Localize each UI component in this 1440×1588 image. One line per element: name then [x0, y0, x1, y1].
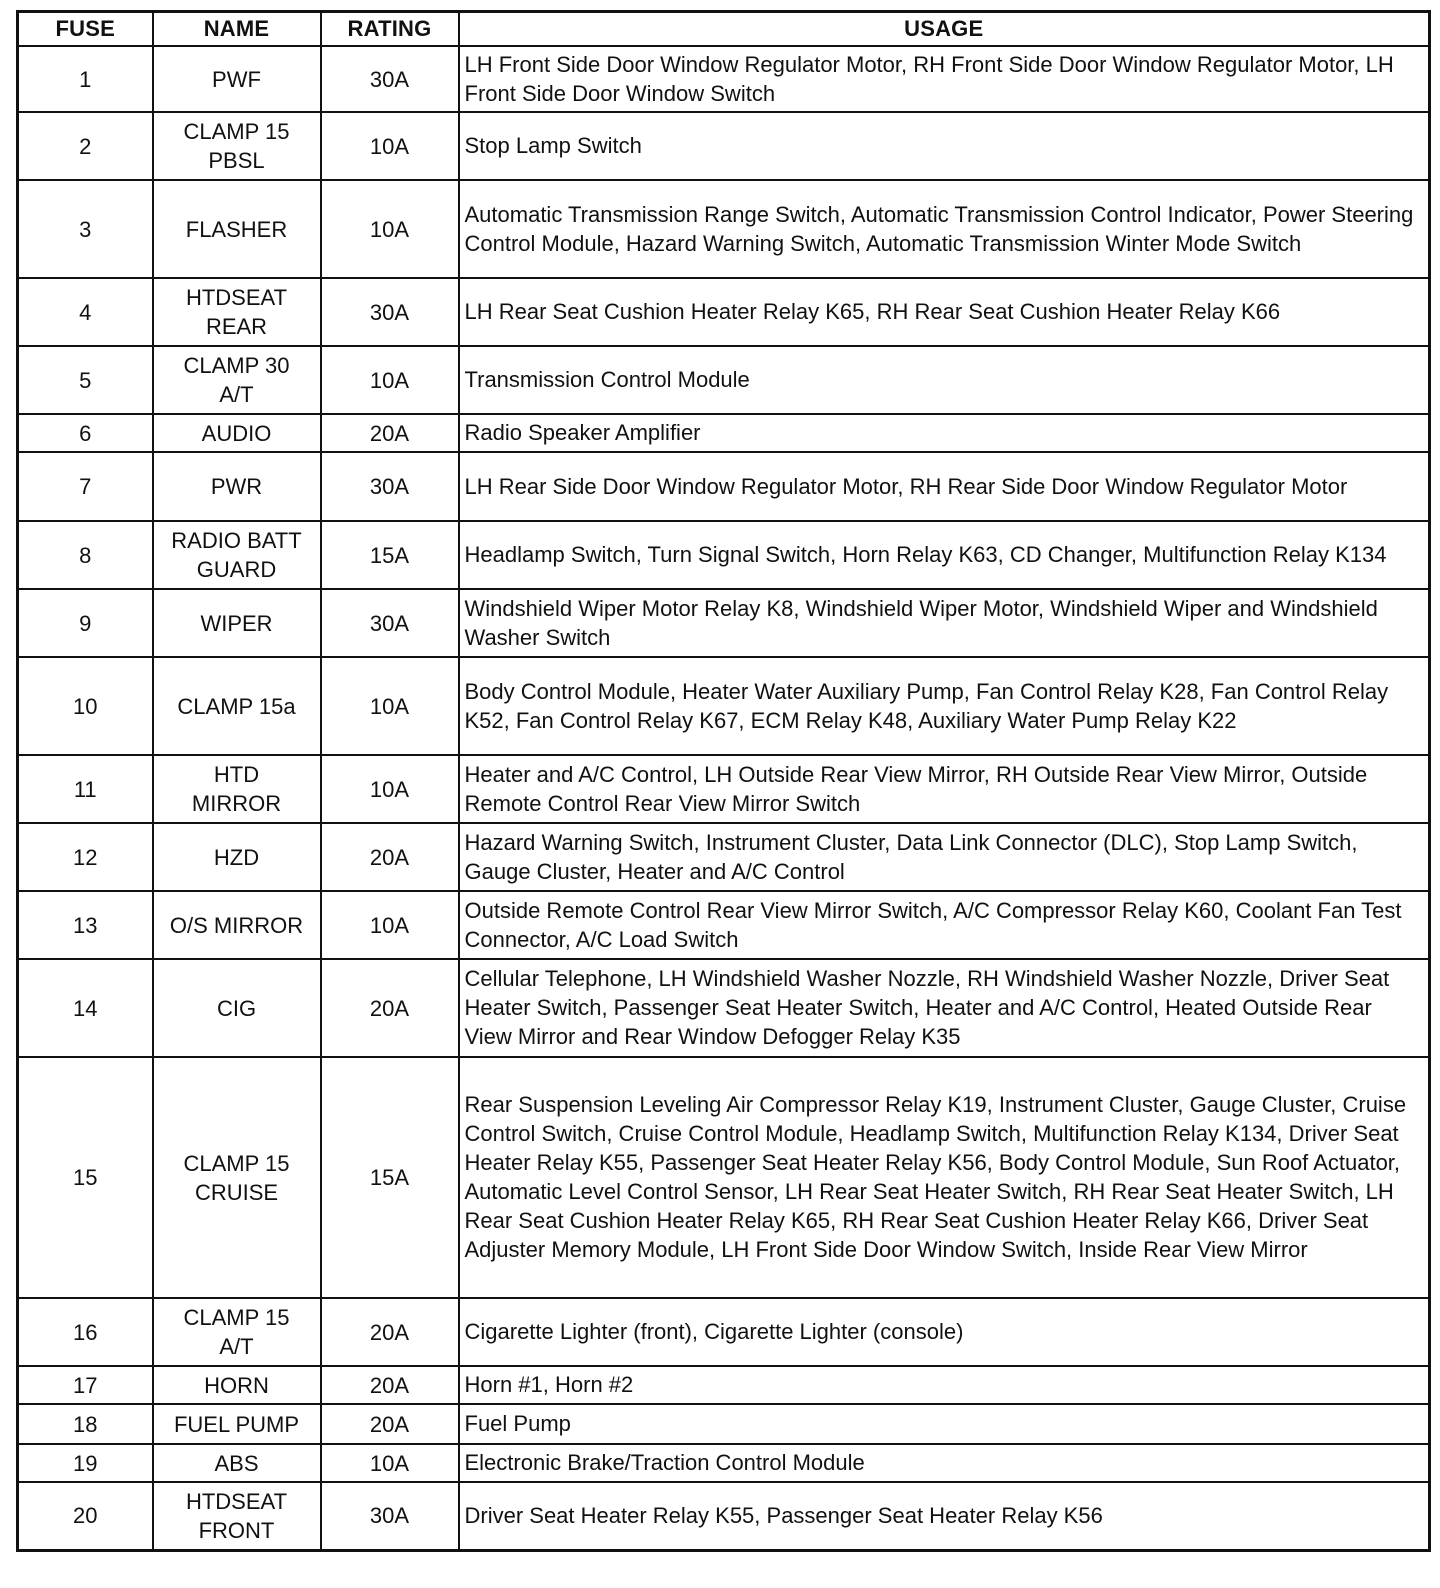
fuse-usage-cell: Transmission Control Module: [459, 346, 1430, 414]
fuse-number-cell: 14: [18, 959, 153, 1057]
fuse-name-cell: PWR: [153, 452, 321, 521]
fuse-number-cell: 20: [18, 1482, 153, 1550]
fuse-usage-cell: Horn #1, Horn #2: [459, 1366, 1430, 1404]
fuse-number-cell: 19: [18, 1444, 153, 1482]
fuse-usage-cell: Rear Suspension Leveling Air Compressor Relay K19, Instrument Cluster, Gauge Cluster, Cruise Control Switch, Cruise Control Module, Headlamp Switch, Multifunction Relay K134, Driver Seat Heater Relay K55, Passenger Seat Heater Relay K56, Body Control Module, Sun Roof Actuator, Automatic Level Control Sensor, LH Rear Seat Heater Switch, RH Rear Seat Heater Switch, LH Rear Seat Cushion Heater Relay K65, RH Rear Seat Cushion Heater Relay K66, Driver Seat Adjuster Memory Module, LH Front Side Door Window Switch, Inside Rear View Mirror: [459, 1057, 1430, 1298]
fuse-name-cell: CLAMP 30 A/T: [153, 346, 321, 414]
fuse-rating-cell: 20A: [321, 414, 459, 452]
fuse-rating-cell: 10A: [321, 755, 459, 823]
fuse-rating-cell: 20A: [321, 1366, 459, 1404]
fuse-usage-cell: LH Rear Seat Cushion Heater Relay K65, RH Rear Seat Cushion Heater Relay K66: [459, 278, 1430, 346]
fuse-usage-cell: Stop Lamp Switch: [459, 112, 1430, 180]
table-row: [18, 346, 1430, 414]
fuse-name-cell: HZD: [153, 823, 321, 891]
fuse-number-cell: 17: [18, 1366, 153, 1404]
fuse-name-cell: O/S MIRROR: [153, 891, 321, 959]
fuse-name-cell: FUEL PUMP: [153, 1404, 321, 1444]
table-row: [18, 452, 1430, 521]
table-row: [18, 657, 1430, 755]
fuse-usage-cell: Cigarette Lighter (front), Cigarette Lighter (console): [459, 1298, 1430, 1366]
fuse-name-cell: HTDSEAT REAR: [153, 278, 321, 346]
fuse-name-cell: HTD MIRROR: [153, 755, 321, 823]
table-row: [18, 414, 1430, 452]
fuse-rating-cell: 20A: [321, 823, 459, 891]
fuse-usage-cell: Hazard Warning Switch, Instrument Cluster, Data Link Connector (DLC), Stop Lamp Switch, Gauge Cluster, Heater and A/C Control: [459, 823, 1430, 891]
fuse-name-cell: PWF: [153, 46, 321, 112]
usage-column-header: USAGE: [459, 12, 1430, 47]
fuse-usage-cell: Fuel Pump: [459, 1404, 1430, 1444]
fuse-rating-cell: 10A: [321, 180, 459, 278]
table-row: [18, 1404, 1430, 1444]
table-row: [18, 521, 1430, 589]
fuse-name-cell: ABS: [153, 1444, 321, 1482]
fuse-usage-cell: LH Front Side Door Window Regulator Motor, RH Front Side Door Window Regulator Motor, LH Front Side Door Window Switch: [459, 46, 1430, 112]
fuse-name-cell: HTDSEAT FRONT: [153, 1482, 321, 1550]
fuse-usage-cell: Body Control Module, Heater Water Auxiliary Pump, Fan Control Relay K28, Fan Control Relay K52, Fan Control Relay K67, ECM Relay K48, Auxiliary Water Pump Relay K22: [459, 657, 1430, 755]
fuse-name-cell: RADIO BATT GUARD: [153, 521, 321, 589]
fuse-name-cell: FLASHER: [153, 180, 321, 278]
table-row: [18, 180, 1430, 278]
fuse-usage-cell: Driver Seat Heater Relay K55, Passenger Seat Heater Relay K56: [459, 1482, 1430, 1550]
fuse-rating-cell: 20A: [321, 1404, 459, 1444]
table-row: [18, 278, 1430, 346]
table-row: [18, 112, 1430, 180]
fuse-usage-table: [16, 10, 1431, 1552]
fuse-rating-cell: 10A: [321, 346, 459, 414]
fuse-rating-cell: 30A: [321, 452, 459, 521]
table-row: [18, 1444, 1430, 1482]
fuse-number-cell: 9: [18, 589, 153, 657]
fuse-name-cell: HORN: [153, 1366, 321, 1404]
fuse-name-cell: CLAMP 15 PBSL: [153, 112, 321, 180]
fuse-rating-cell: 30A: [321, 46, 459, 112]
fuse-rating-cell: 10A: [321, 891, 459, 959]
fuse-number-cell: 5: [18, 346, 153, 414]
fuse-rating-cell: 30A: [321, 589, 459, 657]
fuse-number-cell: 2: [18, 112, 153, 180]
fuse-number-cell: 13: [18, 891, 153, 959]
fuse-number-cell: 6: [18, 414, 153, 452]
fuse-number-cell: 10: [18, 657, 153, 755]
fuse-usage-cell: LH Rear Side Door Window Regulator Motor, RH Rear Side Door Window Regulator Motor: [459, 452, 1430, 521]
fuse-rating-cell: 30A: [321, 1482, 459, 1550]
fuse-name-cell: CLAMP 15 A/T: [153, 1298, 321, 1366]
fuse-usage-cell: Cellular Telephone, LH Windshield Washer Nozzle, RH Windshield Washer Nozzle, Driver Seat Heater Switch, Passenger Seat Heater Switch, Heater and A/C Control, Heated Outside Rear View Mirror and Rear Window Defogger Relay K35: [459, 959, 1430, 1057]
table-row: [18, 1366, 1430, 1404]
fuse-usage-cell: Automatic Transmission Range Switch, Automatic Transmission Control Indicator, Power Steering Control Module, Hazard Warning Switch, Automatic Transmission Winter Mode Switch: [459, 180, 1430, 278]
fuse-name-cell: AUDIO: [153, 414, 321, 452]
fuse-rating-cell: 20A: [321, 1298, 459, 1366]
fuse-usage-cell: Outside Remote Control Rear View Mirror Switch, A/C Compressor Relay K60, Coolant Fan Test Connector, A/C Load Switch: [459, 891, 1430, 959]
fuse-name-cell: CIG: [153, 959, 321, 1057]
fuse-usage-cell: Windshield Wiper Motor Relay K8, Windshield Wiper Motor, Windshield Wiper and Windshield Washer Switch: [459, 589, 1430, 657]
fuse-number-cell: 15: [18, 1057, 153, 1298]
table-row: [18, 755, 1430, 823]
table-row: [18, 1482, 1430, 1550]
table-row: [18, 1057, 1430, 1298]
fuse-column-header: FUSE: [18, 12, 153, 47]
fuse-number-cell: 12: [18, 823, 153, 891]
fuse-rating-cell: 15A: [321, 521, 459, 589]
table-row: [18, 1298, 1430, 1366]
fuse-number-cell: 3: [18, 180, 153, 278]
fuse-number-cell: 18: [18, 1404, 153, 1444]
fuse-number-cell: 11: [18, 755, 153, 823]
fuse-usage-cell: Headlamp Switch, Turn Signal Switch, Horn Relay K63, CD Changer, Multifunction Relay K134: [459, 521, 1430, 589]
table-header: [18, 12, 1430, 47]
header-row: [18, 12, 1430, 47]
fuse-rating-cell: 20A: [321, 959, 459, 1057]
name-column-header: NAME: [153, 12, 321, 47]
table-row: [18, 589, 1430, 657]
fuse-usage-cell: Radio Speaker Amplifier: [459, 414, 1430, 452]
fuse-name-cell: WIPER: [153, 589, 321, 657]
rating-column-header: RATING: [321, 12, 459, 47]
fuse-number-cell: 4: [18, 278, 153, 346]
fuse-usage-cell: Electronic Brake/Traction Control Module: [459, 1444, 1430, 1482]
fuse-number-cell: 16: [18, 1298, 153, 1366]
fuse-name-cell: CLAMP 15 CRUISE: [153, 1057, 321, 1298]
table-row: [18, 823, 1430, 891]
table-row: [18, 46, 1430, 112]
table-body: [18, 46, 1430, 1550]
table-row: [18, 891, 1430, 959]
fuse-rating-cell: 10A: [321, 112, 459, 180]
table-row: [18, 959, 1430, 1057]
fuse-rating-cell: 10A: [321, 657, 459, 755]
fuse-number-cell: 1: [18, 46, 153, 112]
fuse-name-cell: CLAMP 15a: [153, 657, 321, 755]
fuse-rating-cell: 15A: [321, 1057, 459, 1298]
fuse-rating-cell: 30A: [321, 278, 459, 346]
fuse-number-cell: 8: [18, 521, 153, 589]
fuse-rating-cell: 10A: [321, 1444, 459, 1482]
fuse-usage-cell: Heater and A/C Control, LH Outside Rear View Mirror, RH Outside Rear View Mirror, Outside Remote Control Rear View Mirror Switch: [459, 755, 1430, 823]
fuse-number-cell: 7: [18, 452, 153, 521]
